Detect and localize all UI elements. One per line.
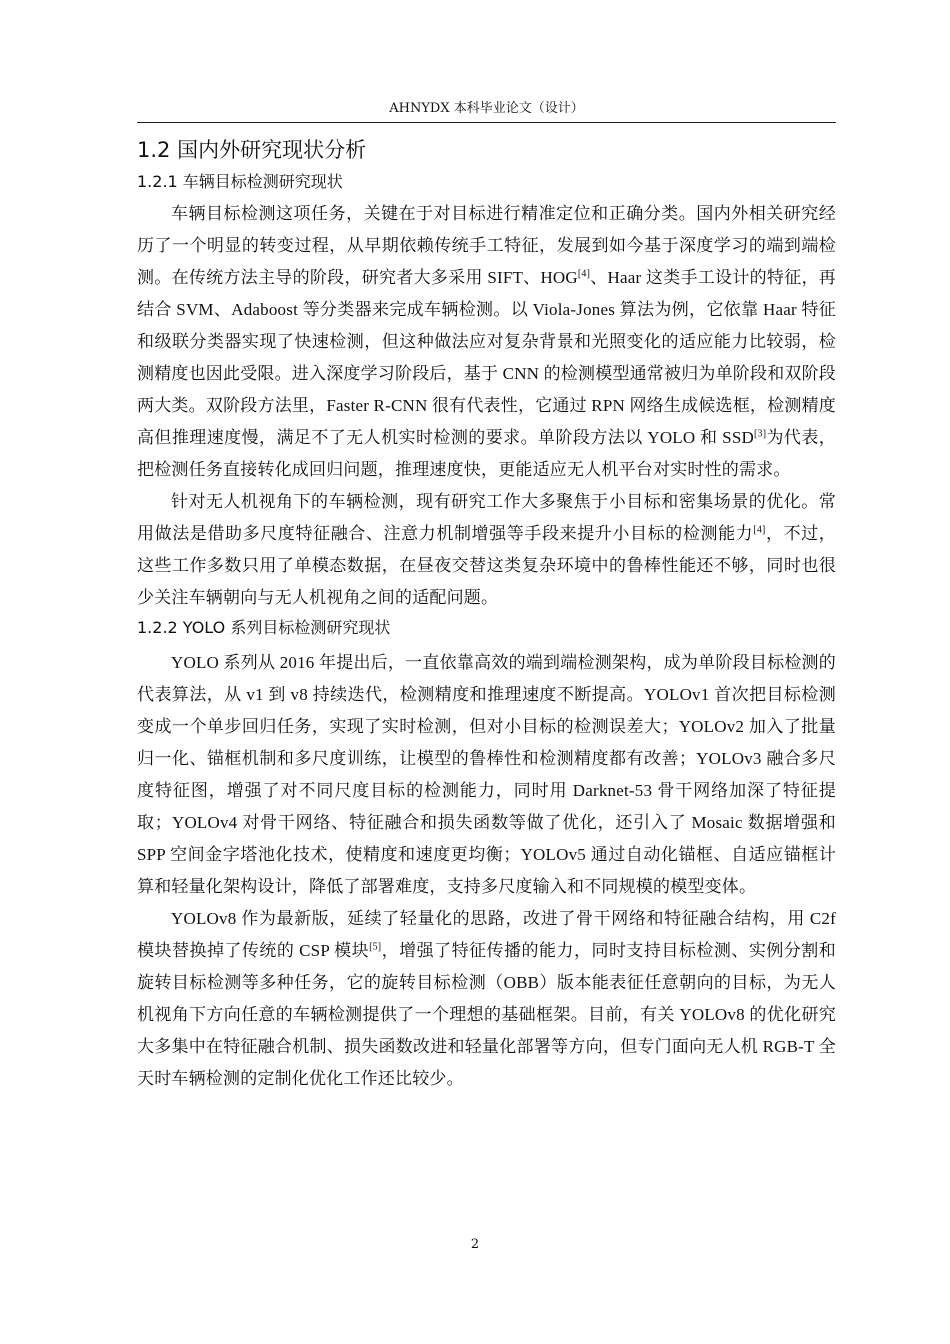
page-number: 2 <box>470 1237 480 1252</box>
subsection-heading-2: 1.2.2 YOLO 系列目标检测研究现状 <box>137 618 391 637</box>
text-run: ，增强了特征传播的能力，同时支持目标检测、实例分割和旋转目标检测等多种任务，它的旋转目标检测（OBB）版本能表征任意朝向的目标，为无人机视角下方向任意的车辆检测提供了一个理想的基础框架。目前，有关 YOLOv8 的优化研究大多集中在特征融合机制、损失函数改进和轻量化部署等方向，但专门面向无人机 RGB-T 全天时车辆检测的定制化优化工作还比较少。 <box>137 941 836 1088</box>
citation: [4] <box>577 268 591 280</box>
paragraph <box>137 198 836 486</box>
text-run: YOLO 系列从 2016 年提出后，一直依靠高效的端到端检测架构，成为单阶段目标检测的代表算法，从 v1 到 v8 持续迭代，检测精度和推理速度不断提高。YOLOv1 首次把目标检测变成一个单步回归任务，实现了实时检测，但对小目标的检测误差大；YOLOv2 加入了批量归一化、锚框机制和多尺度训练，让模型的鲁棒性和检测精度都有改善；YOLOv3 融合多尺度特征图，增强了对不同尺度目标的检测能力，同时用 Darknet-53 骨干网络加深了特征提取；YOLOv4 对骨干网络、特征融合和损失函数等做了优化，还引入了 Mosaic 数据增强和 SPP 空间金字塔池化技术，使精度和速度更均衡；YOLOv5 通过自动化锚框、自适应锚框计算和轻量化架构设计，降低了部署难度，支持多尺度输入和不同规模的模型变体。 <box>137 653 836 896</box>
citation: [3] <box>753 428 767 440</box>
paragraph <box>137 486 836 614</box>
citation: [5] <box>369 941 382 953</box>
citation: [4] <box>753 524 766 536</box>
paragraph <box>137 647 836 903</box>
header-rule <box>137 122 836 123</box>
subsection-heading-1: 1.2.1 车辆目标检测研究现状 <box>137 172 343 191</box>
running-header: AHNYDX 本科毕业论文（设计） <box>389 101 584 116</box>
text-run: 车辆目标检测这项任务，关键在于对目标进行精准定位和正确分类。国内外相关研究经历了一个明显的转变过程，从早期依赖传统手工特征，发展到如今基于深度学习的端到端检测。在传统方法主导的阶段，研究者大多采用 SIFT、HOG <box>137 204 836 287</box>
text-run: 针对无人机视角下的车辆检测，现有研究工作大多聚焦于小目标和密集场景的优化。常用做法是借助多尺度特征融合、注意力机制增强等手段来提升小目标的检测能力 <box>137 492 836 543</box>
text-run: 为代表，把检测任务直接转化成回归问题，推理速度快，更能适应无人机平台对实时性的需求。 <box>137 428 836 479</box>
text-run: 、Haar 这类手工设计的特征，再结合 SVM、Adaboost 等分类器来完成车辆检测。以 Viola-Jones 算法为例，它依靠 Haar 特征和级联分类器实现了快速检测，但这种做法应对复杂背景和光照变化的适应能力比较弱，检测精度也因此受限。进入深度学习阶段后，基于 CNN 的检测模型通常被归为单阶段和双阶段两大类。双阶段方法里，Faster R-CNN 很有代表性，它通过 RPN 网络生成候选框，检测精度高但推理速度慢，满足不了无人机实时检测的要求。单阶段方法以 YOLO 和 SSD <box>137 268 836 447</box>
paragraph <box>137 903 836 1095</box>
section-heading: 1.2 国内外研究现状分析 <box>137 138 367 162</box>
text-run: ，不过，这些工作多数只用了单模态数据，在昼夜交替这类复杂环境中的鲁棒性能还不够，同时也很少关注车辆朝向与无人机视角之间的适配问题。 <box>137 524 836 607</box>
page-body <box>137 133 836 1095</box>
text-run: YOLOv8 作为最新版，延续了轻量化的思路，改进了骨干网络和特征融合结构，用 C2f 模块替换掉了传统的 CSP 模块 <box>137 909 836 960</box>
